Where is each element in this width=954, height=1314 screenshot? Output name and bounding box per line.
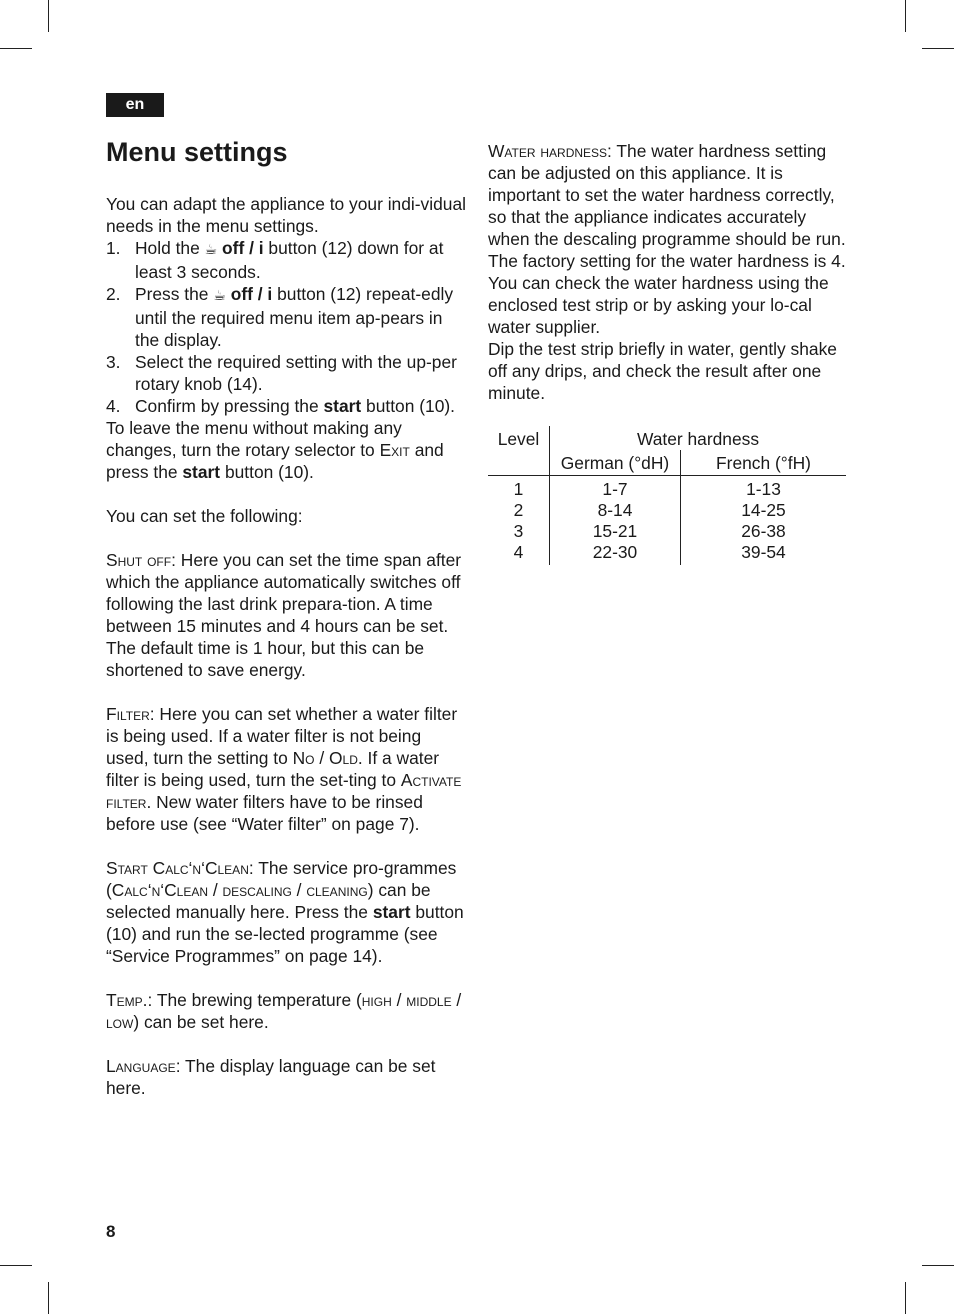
filter-paragraph: Filter: Here you can set whether a water filter is being used. If a water filter is not being used, turn the setting to No / Old. If a water filter is being used, turn the set-ting to Activate filter. New water filters have to be rinsed before use (see “Water filter” on page 7). bbox=[106, 704, 462, 834]
water-hardness-table bbox=[488, 426, 846, 565]
dip-paragraph: Dip the test strip briefly in water, gently shake off any drips, and check the result after one minute. bbox=[488, 339, 837, 403]
french-header: French (°fH) bbox=[681, 450, 847, 476]
table-row: 2 8-14 14-25 bbox=[488, 500, 846, 521]
leave-menu-text: To leave the menu without making any changes, turn the rotary selector to Exit and press the start button (10). bbox=[106, 418, 444, 482]
crop-mark bbox=[905, 0, 906, 32]
table-subheader-row bbox=[488, 450, 846, 476]
crop-mark bbox=[48, 1282, 49, 1314]
water-hardness-paragraph: Water hardness: The water hardness setting can be adjusted on this appliance. It is important to set the water hardness correctly, so that the appliance indicates accurately when the descaling programme should be run. The factory setting for the water hardness is 4. bbox=[488, 141, 846, 271]
step-item: 3. Select the required setting with the up-per rotary knob (14). bbox=[106, 352, 457, 394]
coffee-power-icon: ☕︎ bbox=[204, 242, 218, 258]
table-header-row bbox=[488, 426, 846, 450]
table-row: 4 22-30 39-54 bbox=[488, 542, 846, 565]
step-item: 4. Confirm by pressing the start button (10). bbox=[106, 396, 455, 416]
language-paragraph: Language: The display language can be set here. bbox=[106, 1056, 436, 1098]
hardness-header: Water hardness bbox=[636, 429, 760, 449]
crop-mark bbox=[0, 1265, 32, 1266]
crop-mark bbox=[922, 1265, 954, 1266]
language-tab: en bbox=[106, 93, 164, 117]
crop-mark bbox=[48, 0, 49, 32]
german-header: German (°dH) bbox=[550, 450, 681, 476]
crop-mark bbox=[905, 1282, 906, 1314]
right-column bbox=[488, 140, 846, 565]
crop-mark bbox=[0, 48, 32, 49]
table-row: 3 15-21 26-38 bbox=[488, 521, 846, 542]
level-header: Level bbox=[488, 426, 550, 450]
page-number: 8 bbox=[106, 1222, 116, 1241]
crop-mark bbox=[922, 48, 954, 49]
page-title: Menu settings bbox=[106, 137, 288, 167]
shut-off-paragraph: Shut off: Here you can set the time span after which the appliance automatically switches off following the last drink prepara-tion. A time between 15 minutes and 4 hours can be set. The default time is 1 hour, but this can be shortened to save energy. bbox=[106, 550, 462, 680]
steps-list bbox=[106, 237, 468, 417]
table-row: 1 1-7 1-13 bbox=[488, 476, 846, 501]
set-following-text: You can set the following: bbox=[106, 506, 303, 526]
intro-text: You can adapt the appliance to your indi-vidual needs in the menu settings. bbox=[106, 194, 466, 236]
check-paragraph: You can check the water hardness using the enclosed test strip or by asking your lo-cal water supplier. bbox=[488, 273, 829, 337]
calc-clean-paragraph: Start Calc‘n‘Clean: The service pro-grammes (Calc‘n‘Clean / descaling / cleaning) can be selected manually here. Press the start button (10) and run the se-lected programme (see “Service Programmes” on page 14). bbox=[106, 858, 464, 966]
temp-paragraph: Temp.: The brewing temperature (high / middle / low) can be set here. bbox=[106, 990, 462, 1032]
step-item: 2. Press the ☕︎ off / i button (12) repeat-edly until the required menu item ap-pears in the display. bbox=[106, 284, 454, 350]
step-item: 1. Hold the ☕︎ off / i button (12) down for at least 3 seconds. bbox=[106, 238, 444, 282]
coffee-power-icon: ☕︎ bbox=[213, 288, 226, 304]
left-column bbox=[106, 136, 468, 1099]
